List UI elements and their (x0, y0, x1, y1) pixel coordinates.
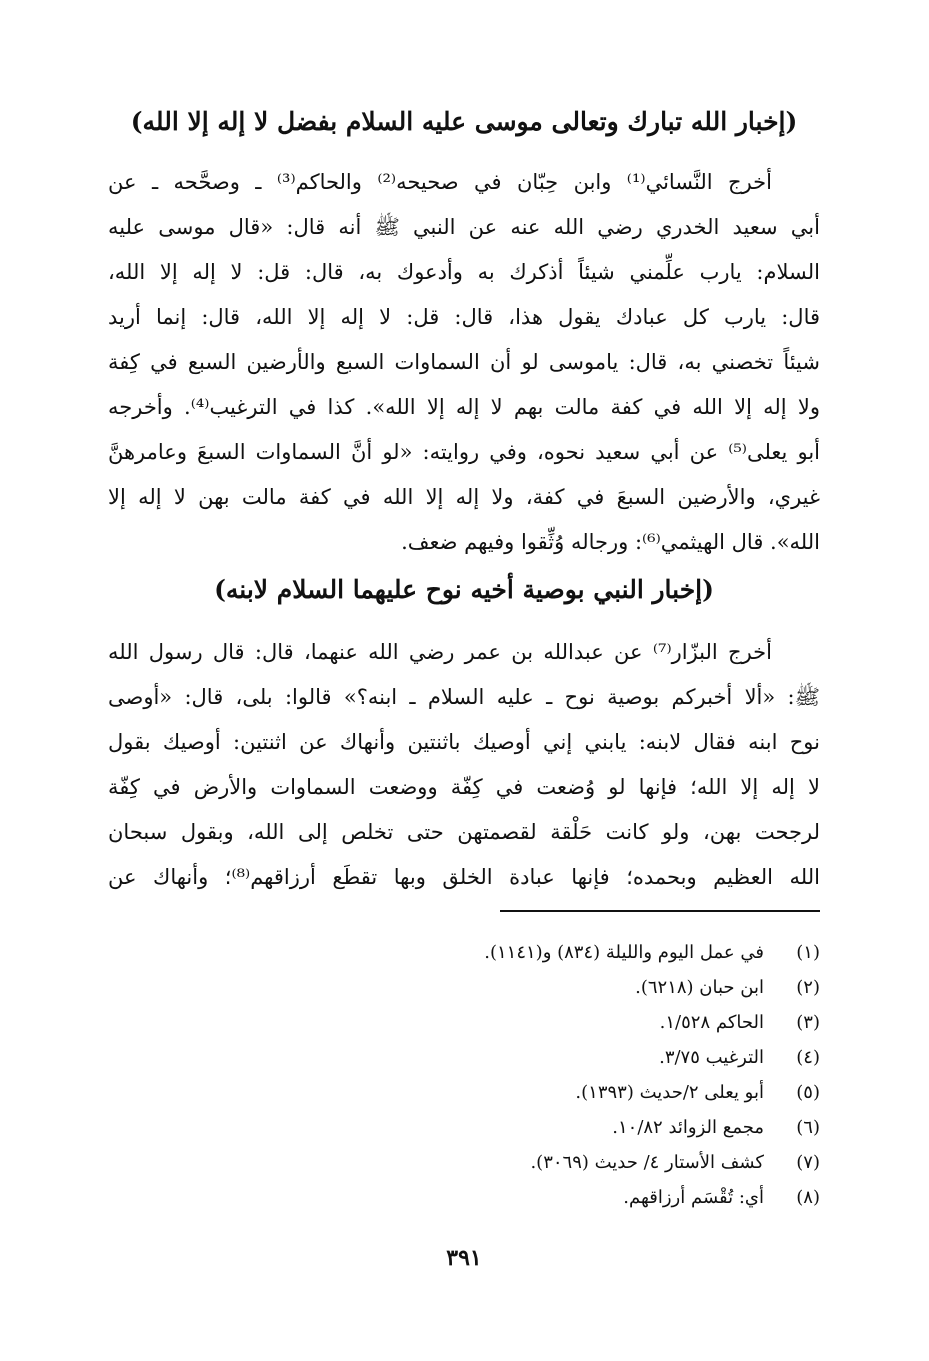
paragraph-line: نوح ابنه فقال لابنه: يابني إني أوصيك باثنتين وأنهاك عن اثنتين: أوصيك بقول (108, 730, 820, 754)
paragraph-line: الله العظيم وبحمده؛ فإنها عبادة الخلق وبها تقطَع أرزاقهم⁽⁸⁾؛ وأنهاك عن (108, 865, 820, 889)
paragraph-line: أخرج النَّسائي⁽¹⁾ وابن حِبّان في صحيحه⁽²⁾ والحاكم⁽³⁾ ـ وصحَّحه ـ عن (108, 170, 772, 194)
footnote-number: (٤) (796, 1047, 820, 1068)
footnote-item (108, 1005, 820, 1040)
footnote-text: الترغيب ٣/٧٥. (659, 1047, 764, 1068)
footnote-text: أبو يعلى ٢/حديث (١٣٩٣). (575, 1082, 764, 1103)
footnote-text: أي: تُقْسَم أرزاقهم. (623, 1187, 764, 1208)
paragraph-line: قال: يارب كل عبادك يقول هذا، قال: قل: لا إله إلا الله، قال: إنما أريد (108, 305, 820, 329)
section-title-moses: (إخبار الله تبارك وتعالى موسى عليه السلام بفضل لا إله إلا الله) (130, 107, 798, 136)
paragraph-line: أبي سعيد الخدري رضي الله عنه عن النبي ﷺ أنه قال: «قال موسى عليه (108, 215, 820, 239)
footnote-item (108, 1180, 820, 1215)
paragraph-line: أبو يعلى⁽⁵⁾ عن أبي سعيد نحوه، وفي روايته: «لو أنَّ السماوات السبعَ وعامرهنَّ (108, 440, 820, 464)
page-number: ٣٩١ (446, 1245, 482, 1271)
paragraph-moses (108, 160, 820, 565)
footnote-number: (٧) (796, 1152, 820, 1173)
footnote-text: الحاكم ١/٥٢٨. (659, 1012, 764, 1033)
footnote-text: ابن حبان (٦٢١٨). (635, 977, 764, 998)
footnote-number: (٥) (796, 1082, 820, 1103)
footnote-number: (٣) (796, 1012, 820, 1033)
footnote-text: مجمع الزوائد ١٠/٨٢. (612, 1117, 764, 1138)
footnote-number: (٨) (796, 1187, 820, 1208)
paragraph-line: لرجحت بهن، ولو كانت حَلْقة لقصمتهن حتى تخلص إلى الله، وبقول سبحان (108, 820, 820, 844)
paragraph-line: أخرج البزّار⁽⁷⁾ عن عبدالله بن عمر رضي الله عنهما، قال: قال رسول الله (108, 640, 772, 664)
paragraph-line: غيري، والأرضين السبعَ في كفة، ولا إله إلا الله في كفة مالت بهن لا إله إلا (108, 485, 820, 509)
footnote-item (108, 1075, 820, 1110)
footnote-item (108, 935, 820, 970)
footnote-text: في عمل اليوم والليلة (٨٣٤) و(١١٤١). (484, 942, 764, 963)
paragraph-line: السلام: يارب علِّمني شيئاً أذكرك به وأدعوك به، قال: قل: لا إله إلا الله، (108, 260, 820, 284)
paragraph-line: الله». قال الهيثمي⁽⁶⁾: ورجاله وُثِّقوا وفيهم ضعف. (401, 530, 820, 554)
paragraph-line: ولا إله إلا الله في كفة مالت بهم لا إله إلا الله». كذا في الترغيب⁽⁴⁾. وأخرجه (108, 395, 820, 419)
footnote-number: (١) (796, 942, 820, 963)
book-page (108, 0, 820, 1361)
footnote-divider (500, 910, 820, 912)
paragraph-line: شيئاً تخصني به، قال: ياموسى لو أن السماوات السبع والأرضين السبع في كِفة (108, 350, 820, 374)
footnote-text: كشف الأستار ٤/ حديث (٣٠٦٩). (530, 1152, 764, 1173)
paragraph-line: ﷺ: «ألا أخبركم بوصية نوح ـ عليه السلام ـ ابنه؟» قالوا: بلى، قال: «أوصى (108, 685, 820, 709)
footnotes-list (108, 935, 820, 1215)
footnote-item (108, 970, 820, 1005)
footnote-number: (٦) (796, 1117, 820, 1138)
footnote-item (108, 1040, 820, 1075)
footnote-number: (٢) (796, 977, 820, 998)
footnote-item (108, 1145, 820, 1180)
section-title-noah: (إخبار النبي بوصية أخيه نوح عليهما السلام لابنه) (214, 575, 714, 604)
footnote-item (108, 1110, 820, 1145)
paragraph-line: لا إله إلا الله؛ فإنها لو وُضعت في كِفّة ووضعت السماوات والأرض في كِفّة (108, 775, 820, 799)
paragraph-noah (108, 630, 820, 900)
